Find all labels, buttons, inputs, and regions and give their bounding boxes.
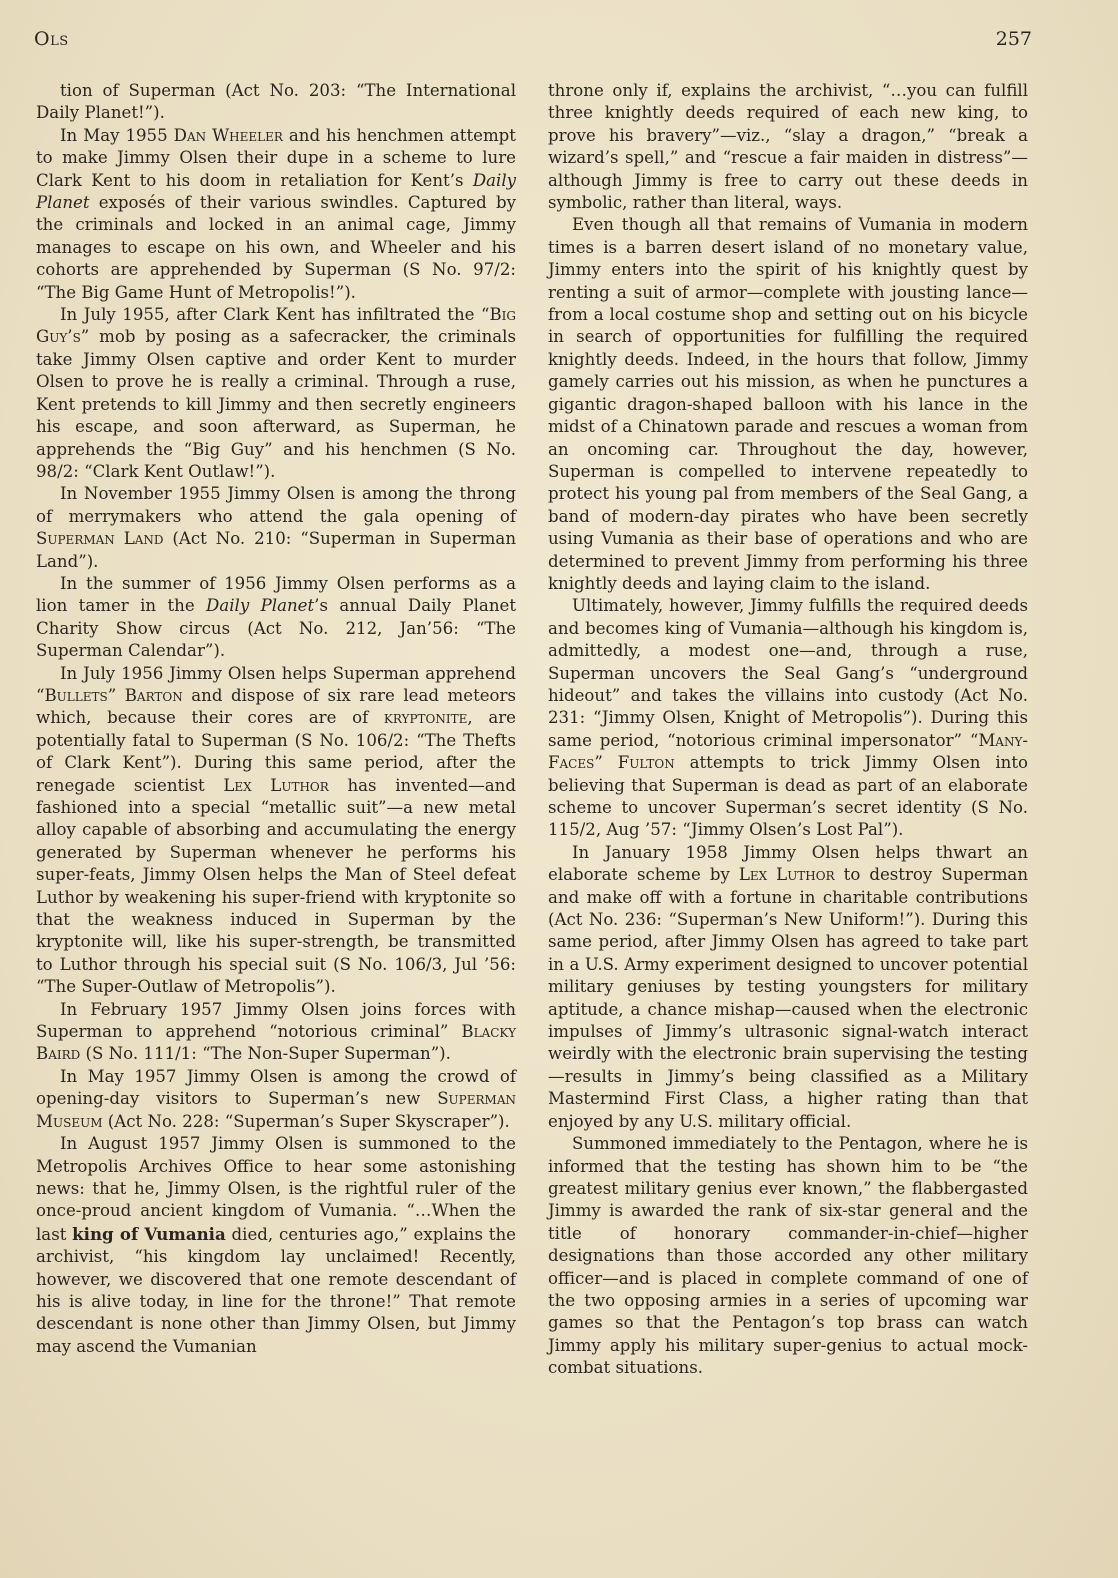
text-run: tion of Superman (Act No. 203: “The International Daily Planet!”).	[36, 81, 516, 123]
text-run: In August 1957 Jimmy Olsen is summoned to the Metropolis Archives Office to hear some astonishing news: that he, Jimmy Olsen, is the rightful ruler of the once-proud ancient kingdom of Vumania. “…When the last	[36, 1134, 516, 1244]
text-run: ’s annual Daily Planet Charity Show circus (Act No. 212, Jan’56: “The Superman Calendar”).	[36, 596, 516, 661]
text-run: In November 1955 Jimmy Olsen is among the throng of merrymakers who attend the gala opening of	[36, 484, 516, 526]
text-run: exposés of their various swindles. Captured by the criminals and locked in an animal cage, Jimmy manages to escape on his own, and Wheeler and his cohorts are apprehended by Superman (S No. 97/2: “The Big Game Hunt of Metropolis!”).	[36, 193, 516, 302]
bold-keyword: king of Vumania	[72, 1223, 226, 1244]
name-small-caps: Dan Wheeler	[173, 125, 283, 145]
text-run: attempts to trick Jimmy Olsen into believing that Superman is dead as part of an elaborate scheme to uncover Superman’s secret identity (S No. 115/2, Aug ’57: “Jimmy Olsen’s Lost Pal”).	[548, 753, 1028, 840]
text-run: In January 1958 Jimmy Olsen helps thwart an elaborate scheme by	[548, 842, 1028, 885]
paragraph	[548, 595, 1028, 841]
paragraph	[548, 842, 1028, 1133]
text-run: Ultimately, however, Jimmy fulfills the required deeds and becomes king of Vumania—although his kingdom is, admittedly, a modest one—and, through a ruse, Superman uncovers the Seal Gang’s “underground hideout” and takes the villains into custody (Act No. 231: “Jimmy Olsen, Knight of Metropolis”). During this same period, “notorious criminal impersonator” “	[548, 596, 1028, 750]
text-run: (Act No. 228: “Superman’s Super Skyscraper”).	[102, 1111, 510, 1131]
paragraph	[36, 663, 516, 999]
text-run: ” mob by posing as a safecracker, the criminals take Jimmy Olsen captive and order Kent to murder Olsen to prove he is really a criminal. Through a ruse, Kent pretends to kill Jimmy and then secretly engineers his escape, and soon afterward, as Superman, he apprehends the “Big Guy” and his henchmen (S No. 98/2: “Clark Kent Outlaw!”).	[36, 327, 516, 481]
right-column	[548, 80, 1028, 1380]
paragraph	[548, 214, 1028, 595]
paragraph	[548, 1133, 1028, 1379]
paragraph	[36, 304, 516, 483]
paragraph	[36, 483, 516, 573]
text-run: Summoned immediately to the Pentagon, where he is informed that the testing has shown him to be “the greatest military genius ever known,” the flabbergasted Jimmy is awarded the rank of six-star general and the title of honorary commander-in-chief—higher designations than those accorded any other military officer—and is placed in complete command of one of the two opposing armies in a series of upcoming war games so that the Pentagon’s top brass can watch Jimmy apply his military super-genius to actual mock-combat situations.	[548, 1134, 1028, 1378]
text-run: and his henchmen attempt to make Jimmy Olsen their dupe in a scheme to lure Clark Kent to his doom in retaliation for Kent’s	[36, 125, 516, 190]
name-small-caps: Barton	[124, 685, 183, 705]
paragraph	[548, 80, 1028, 214]
text-run: has invented—and fashioned into a special “metallic suit”—a new metal alloy capable of absorbing and accumulating the energy generated by Superman whenever he performs his super-feats, Jimmy Olsen helps the Man of Steel defeat Luthor by weakening his super-friend with kryptonite so that the weakness induced in Superman by the kryptonite will, like his super-strength, be transmitted to Luthor through his special suit (S No. 106/3, Jul ’56: “The Super-Outlaw of Metropolis”).	[36, 775, 516, 997]
text-run: Even though all that remains of Vumania in modern times is a barren desert island of no monetary value, Jimmy enters into the spirit of his knightly quest by renting a suit of armor—complete with jousting lance—from a local costume shop and setting out on his bicycle in search of opportunities for fulfilling the required knightly deeds. Indeed, in the hours that follow, Jimmy gamely carries out his mission, as when he punctures a gigantic dragon-shaped balloon with his lance in the midst of a Chinatown parade and rescues a woman from an oncoming car. Throughout the day, however, Superman is compelled to intervene repeatedly to protect his young pal from members of the Seal Gang, a band of modern-day pirates who have been secretly using Vumania as their base of operations and who are determined to prevent Jimmy from performing his three knightly deeds and laying claim to the island.	[548, 215, 1028, 593]
page-header	[34, 28, 1032, 54]
text-run: (Act No. 210: “Superman in Superman Land”).	[36, 529, 517, 571]
paragraph	[36, 1066, 516, 1133]
text-run: throne only if, explains the archivist, “…you can fulfill three knightly deeds required of each new king, to prove his bravery”—viz., “slay a dragon,” “break a wizard’s spell,” and “rescue a fair maiden in distress”—although Jimmy is free to carry out these deeds in symbolic, rather than literal, ways.	[548, 81, 1028, 213]
italic-title: Daily Planet	[206, 596, 315, 616]
text-run: (S No. 111/1: “The Non-Super Superman”).	[80, 1044, 451, 1064]
paragraph	[36, 125, 516, 304]
name-small-caps: Lex Luthor	[223, 775, 329, 795]
name-small-caps: Bullets	[44, 685, 108, 705]
left-column	[36, 80, 516, 1358]
name-small-caps: Blacky Baird	[36, 1022, 516, 1064]
name-small-caps: Many-Faces	[548, 730, 1028, 773]
text-run: and dispose of six rare lead meteors which, because their cores are of	[36, 685, 516, 728]
italic-title: Daily Planet	[36, 170, 516, 213]
text-run: In February 1957 Jimmy Olsen joins forces with Superman to apprehend “notorious criminal”	[36, 999, 516, 1042]
name-small-caps: Fulton	[617, 753, 675, 773]
running-head: Ols	[34, 28, 69, 50]
name-small-caps: kryptonite	[383, 708, 468, 728]
text-run: ”	[594, 753, 618, 773]
text-run: , are potentially fatal to Superman (S No. 106/2: “The Thefts of Clark Kent”). During this same period, after the renegade scientist	[36, 708, 517, 795]
text-run: In July 1955, after Clark Kent has infiltrated the “	[60, 305, 490, 325]
name-small-caps: Lex Luthor	[738, 865, 835, 885]
paragraph	[36, 1133, 516, 1358]
text-run: In May 1955	[60, 125, 174, 145]
paragraph	[36, 573, 516, 663]
text-run: to destroy Superman and make off with a fortune in charitable contributions (Act No. 236: “Superman’s New Uniform!”). During this same period, after Jimmy Olsen has agreed to take part in a U.S. Army experiment designed to uncover potential military geniuses by testing youngsters for military aptitude, a chance mishap—caused when the electronic impulses of Jimmy’s ultrasonic signal-watch interact weirdly with the electronic brain supervising the testing—results in Jimmy’s being classified as a Military Mastermind First Class, a higher rating than that enjoyed by any U.S. military official.	[548, 865, 1029, 1131]
name-small-caps: Big Guy’s	[36, 305, 516, 347]
name-small-caps: Superman Museum	[36, 1089, 516, 1131]
paragraph	[36, 80, 516, 125]
text-run: died, centuries ago,” explains the archivist, “his kingdom lay unclaimed! Recently, however, we discovered that one remote descendant of his is alive today, in line for the throne!” That remote descendant is none other than Jimmy Olsen, but Jimmy may ascend the Vumanian	[36, 1224, 516, 1356]
page-number: 257	[995, 28, 1032, 50]
name-small-caps: Superman Land	[36, 529, 164, 549]
text-run: In the summer of 1956 Jimmy Olsen performs as a lion tamer in the	[36, 573, 516, 616]
text-run: In May 1957 Jimmy Olsen is among the crowd of opening-day visitors to Superman’s new	[36, 1066, 516, 1109]
text-run: ”	[107, 685, 125, 705]
paragraph	[36, 999, 516, 1066]
text-run: In July 1956 Jimmy Olsen helps Superman apprehend “	[36, 663, 516, 705]
